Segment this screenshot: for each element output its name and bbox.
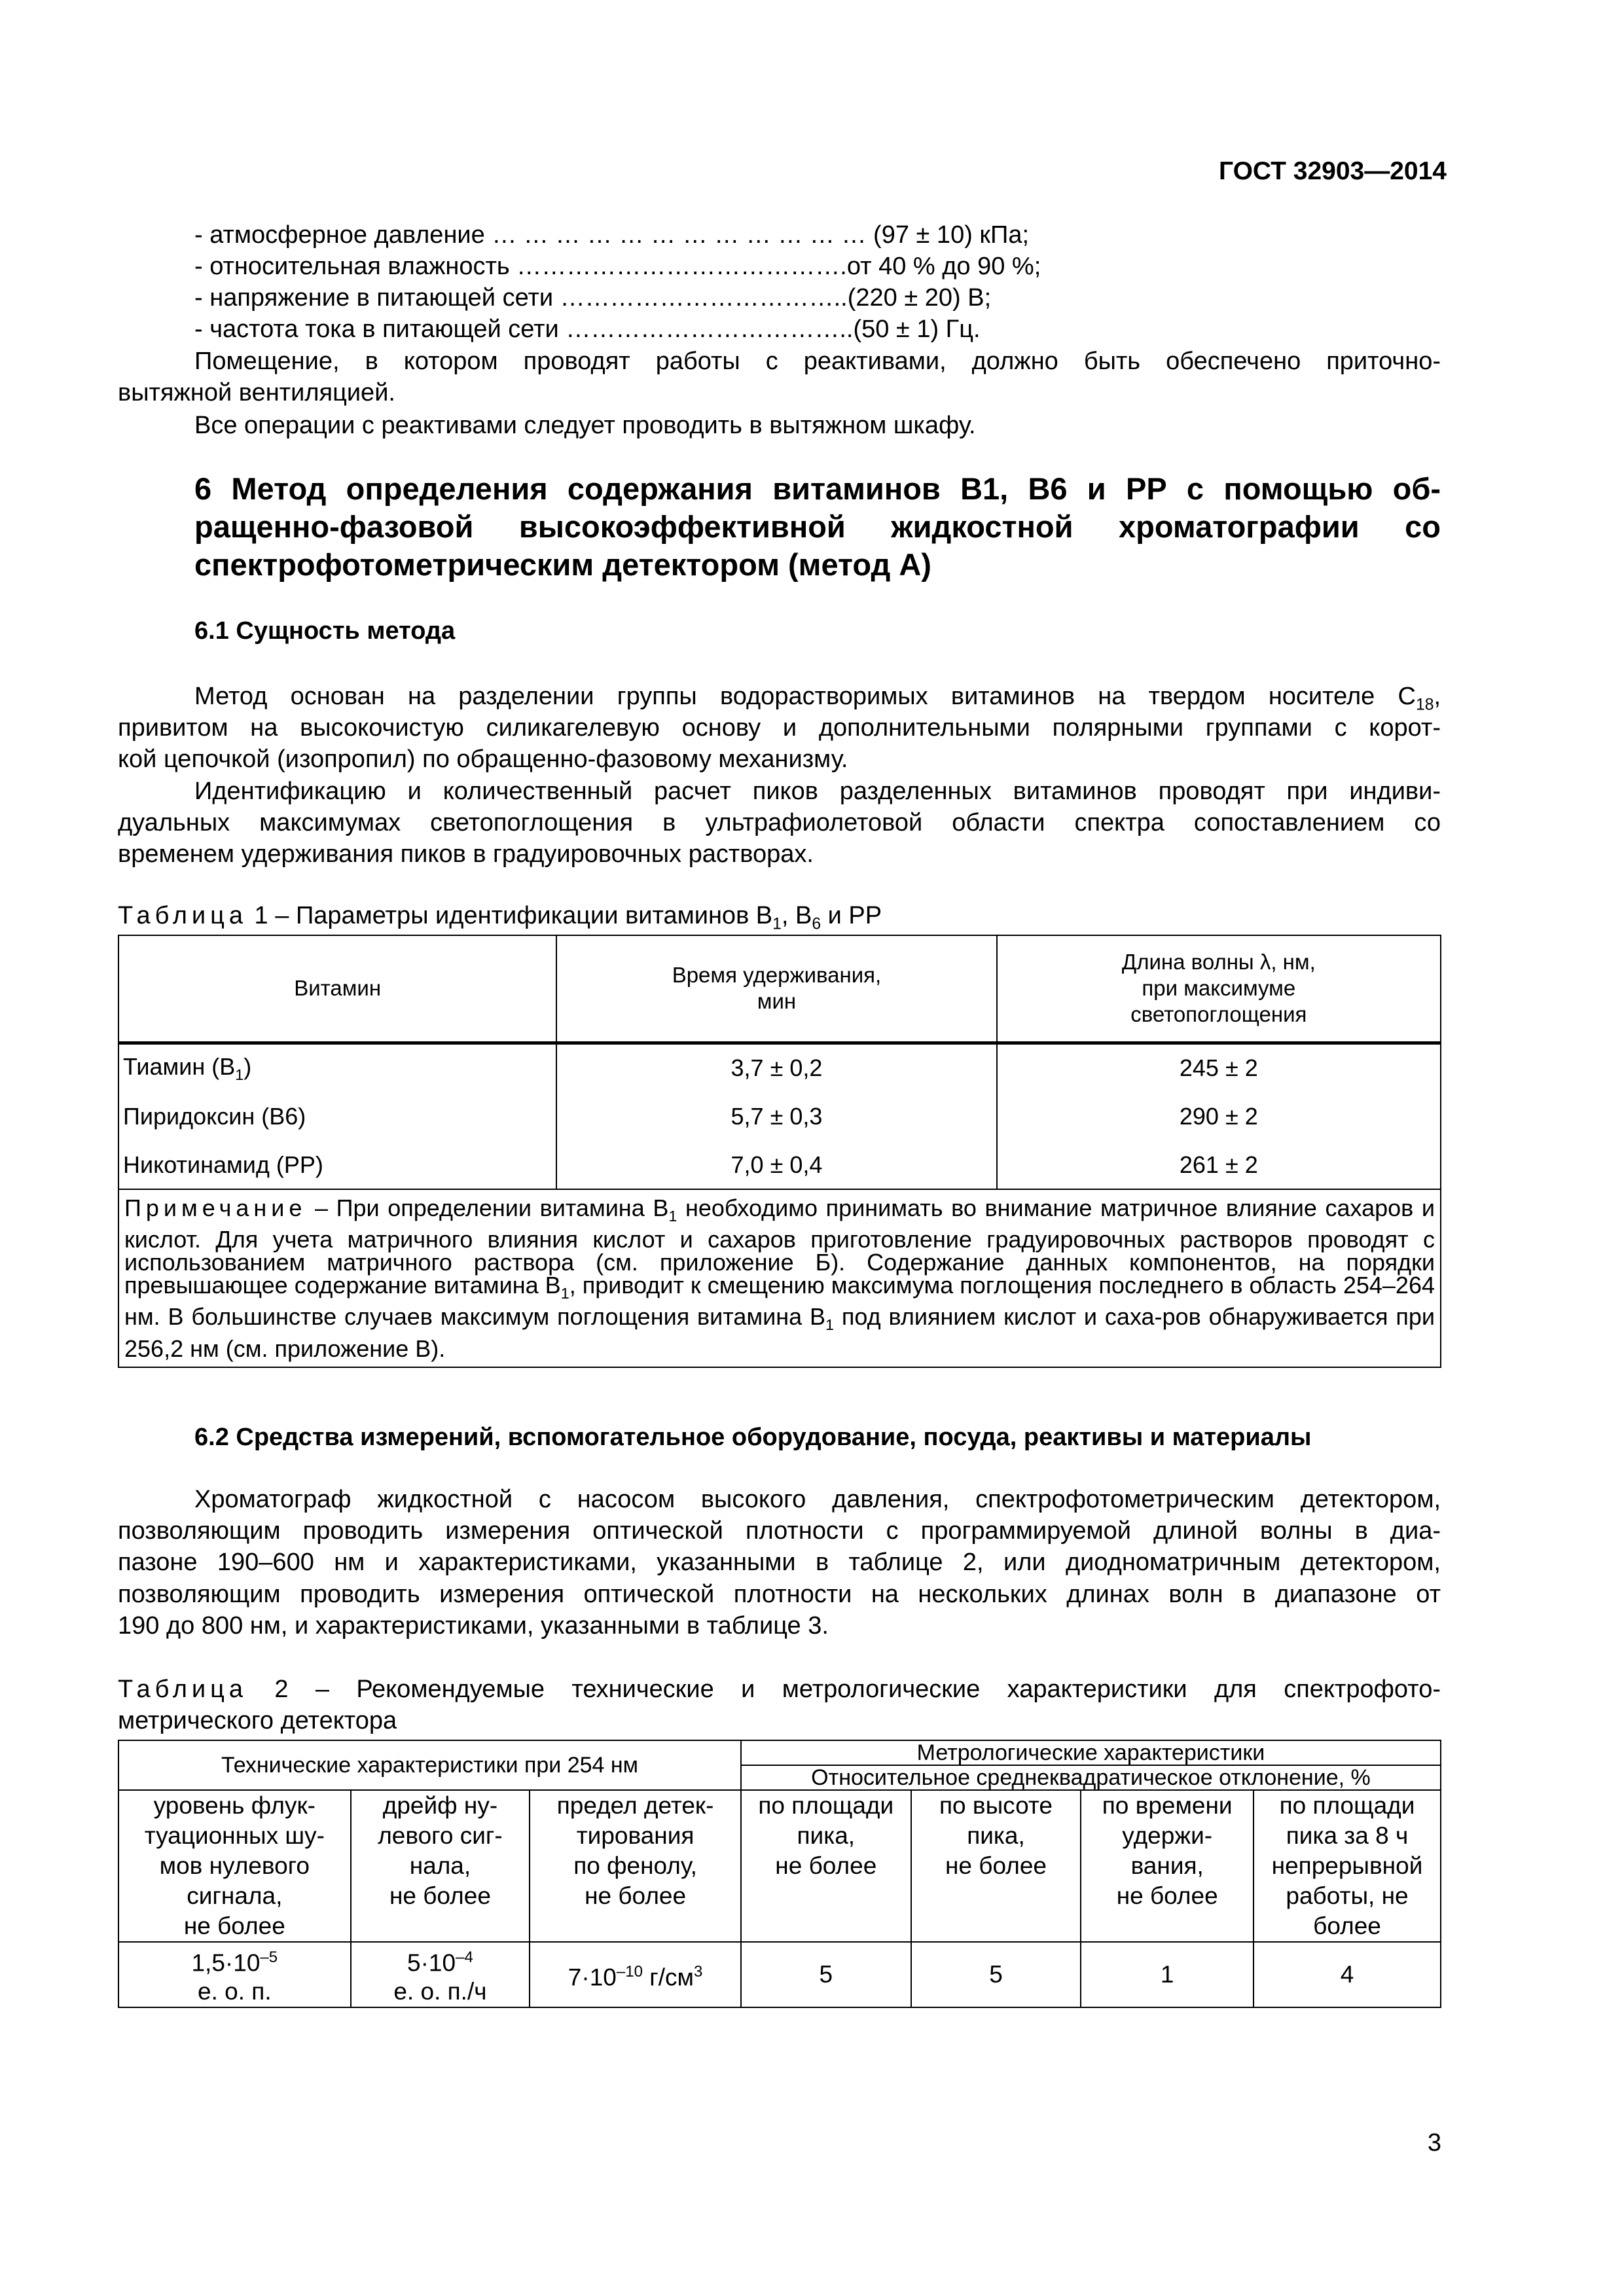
table2-col-peak-area: по площади пика, не более [741, 1790, 911, 1942]
condition-pressure: - атмосферное давление … … … … … … … … … … … … (97 ± 10) кПа; [194, 221, 1030, 249]
room-paragraph-line2: вытяжной вентиляцией. [118, 379, 395, 406]
section6-title-line1: 6 Метод определения содержания витаминов В1, В6 и РР с помощью об- [194, 471, 1441, 506]
table2-value-noise: $1,5\cdot 10^{-5}$ е. о. п. [118, 1942, 351, 2007]
table2-caption-line1: Таблица 2 – Рекомендуемые технические и метрологические характеристики для спектрофото- [118, 1676, 1441, 1703]
s61-p1-line1: Метод основан на разделении группы водорастворимых витаминов на твердом носителе $С_{18}$, [194, 683, 1441, 714]
section61-title: 6.1 Сущность метода [194, 617, 456, 645]
s62-line2: позволяющим проводить измерения оптической плотности с программируемой длиной волны в диа- [118, 1517, 1441, 1545]
s62-line1: Хроматограф жидкостной с насосом высокого давления, спектрофотометрическим детектором, [194, 1486, 1441, 1513]
s61-subscript: 18 [1415, 696, 1434, 714]
table2-value-peak-area-8h: 4 [1254, 1942, 1441, 2007]
table2 [118, 1740, 1441, 2008]
room-paragraph-line1: Помещение, в котором проводят работы с реактивами, должно быть обеспечено приточно- [194, 348, 1441, 375]
nicotinamide-retention: 7,0 ± 0,4 [556, 1141, 996, 1189]
table2-value-peak-area: 5 [741, 1942, 911, 2007]
section6-title-line3: спектрофотометрическим детектором (метод А) [194, 547, 931, 582]
table2-caption-line2: метрического детектора [118, 1707, 397, 1734]
s61-p2-line2: дуальных максимумах светопоглощения в ультрафиолетовой области спектра сопоставлением со [118, 809, 1441, 836]
nicotinamide-wavelength: 261 ± 2 [997, 1141, 1441, 1189]
table2-value-drift: $5\cdot 10^{-4}$ е. о. п./ч [351, 1942, 530, 2007]
fume-hood-paragraph: Все операции с реактивами следует проводить в вытяжном шкафу. [194, 412, 976, 439]
s61-p2-line1: Идентификацию и количественный расчет пиков разделенных витаминов проводят при индиви- [194, 778, 1441, 805]
s62-line5: 190 до 800 нм, и характеристиками, указанными в таблице 3. [118, 1612, 829, 1640]
table2-col-drift: дрейф ну- левого сиг- нала, не более [351, 1790, 530, 1942]
s62-line3: пазоне 190–600 нм и характеристиками, указанными в таблице 2, или диодноматричным детектором, [118, 1549, 1441, 1576]
table-row-pyridoxine: Пиридоксин (В6) [118, 1092, 556, 1141]
table2-value-peak-height: 5 [911, 1942, 1081, 2007]
table1-note: Примечание – При определении витамина $В_1$ необходимо принимать во внимание матричное влияние сахаров и кислот. Для учета матричного влияния кислот и сахаров приготовление градуировочных растворов проводят с использованием матричного раствора (см. приложение Б). Содержание данных компонентов, на порядки превышающее содержание витамина $В_1$, приводит к смещению максимума поглощения последнего в область 254–264 нм. В большинстве случаев максимум поглощения витамина $В_1$ под влиянием кислот и саха-ров обнаруживается при 256,2 нм (см. приложение В). [118, 1189, 1441, 1367]
page-number: 3 [1427, 2129, 1441, 2157]
pyridoxine-retention: 5,7 ± 0,3 [556, 1092, 996, 1141]
pyridoxine-wavelength: 290 ± 2 [997, 1092, 1441, 1141]
table2-tech-header: Технические характеристики при 254 нм [118, 1740, 741, 1790]
condition-frequency: - частота тока в питающей сети ……………………………..(50 ± 1) Гц. [194, 315, 981, 343]
table-row-nicotinamide: Никотинамид (РР) [118, 1141, 556, 1189]
table1-header-wavelength: Длина волны λ, нм, при максимуме светопоглощения [997, 935, 1441, 1043]
table1 [118, 935, 1441, 1368]
s61-p1-line2: привитом на высокочистую силикагелевую основу и дополнительными полярными группами с корот- [118, 714, 1441, 742]
condition-voltage: - напряжение в питающей сети ……………………………..(220 ± 20) В; [194, 284, 992, 312]
section62-title: 6.2 Средства измерений, вспомогательное оборудование, посуда, реактивы и материалы [194, 1424, 1312, 1451]
table2-col-peak-height: по высоте пика, не более [911, 1790, 1081, 1942]
table2-col-noise: уровень флук- туационных шу- мов нулевого сигнала, не более [118, 1790, 351, 1942]
table2-metro-subheader: Относительное среднеквадратическое отклонение, % [741, 1765, 1441, 1790]
table2-col-detection-limit: предел детек- тирования по фенолу, не более [530, 1790, 741, 1942]
table2-value-retention: 1 [1081, 1942, 1254, 2007]
table2-metro-header: Метрологические характеристики [741, 1740, 1441, 1765]
s62-line4: позволяющим проводить измерения оптической плотности на нескольких длинах волн в диапазоне от [118, 1581, 1441, 1608]
s61-p2-line3: временем удерживания пиков в градуировочных растворах. [118, 840, 814, 868]
table1-caption: Таблица 1 – Параметры идентификации витаминов $В_1$, $В_6$ и РР [118, 902, 882, 933]
table1-header-vitamin: Витамин [118, 935, 556, 1043]
standard-number: ГОСТ 32903—2014 [1219, 157, 1447, 185]
table2-col-retention: по времени удержи- вания, не более [1081, 1790, 1254, 1942]
table1-header-retention: Время удерживания, мин [556, 935, 996, 1043]
table2-col-peak-area-8h: по площади пика за 8 ч непрерывной работы, не более [1254, 1790, 1441, 1942]
table2-value-detection-limit: $7\cdot 10^{-10}$ $г/см^3$ [530, 1942, 741, 2007]
table-row-thiamine: Тиамин $(В_1)$ [118, 1043, 556, 1092]
thiamine-wavelength: 245 ± 2 [997, 1043, 1441, 1092]
thiamine-retention: 3,7 ± 0,2 [556, 1043, 996, 1092]
section6-title-line2: ращенно-фазовой высокоэффективной жидкостной хроматографии со [194, 509, 1441, 544]
s61-p1-line3: кой цепочкой (изопропил) по обращенно-фазовому механизму. [118, 745, 848, 773]
condition-humidity: - относительная влажность ………………………………….от 40 % до 90 %; [194, 253, 1041, 280]
